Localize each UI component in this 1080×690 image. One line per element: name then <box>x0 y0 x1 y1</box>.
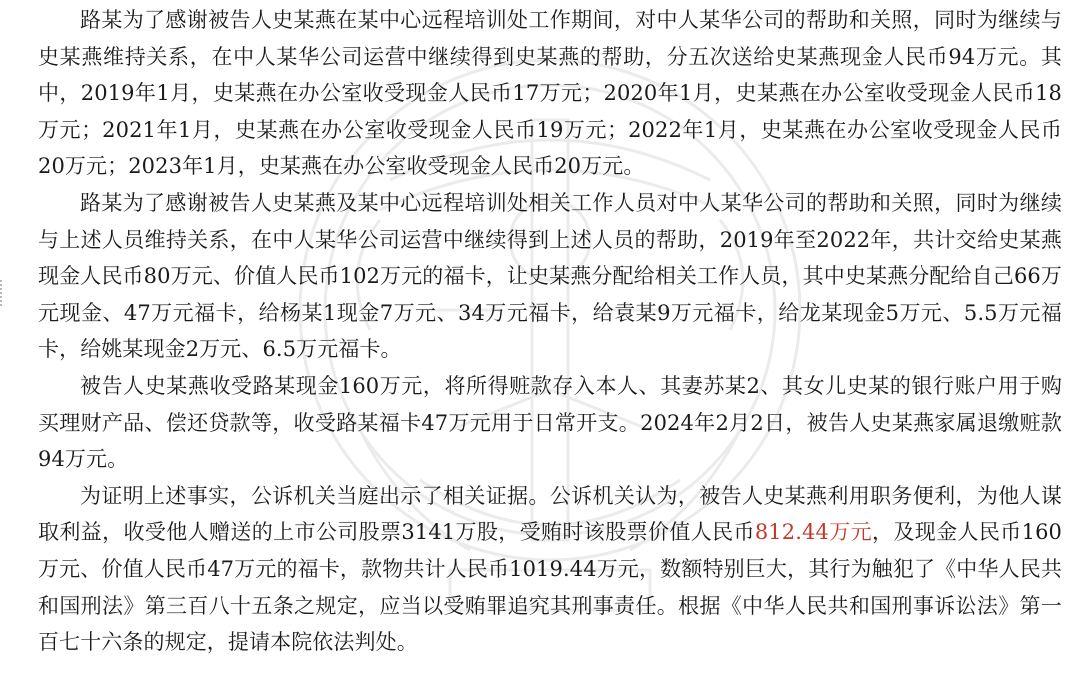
paragraph-4-text-after: ，及现金人民币160万元、价值人民币47万元的福卡，款物共计人民币1019.44万元，数额特别巨大，其行为触犯了《中华人民共和国刑法》第三百八十五条之规定，应当以受贿罪追究其刑事责任。根据《中华人民共和国刑事诉讼法》第一百七十六条的规定，提请本院依法判处。 <box>38 520 1062 655</box>
paragraph-1: 路某为了感谢被告人史某燕在某中心远程培训处工作期间，对中人某华公司的帮助和关照，同时为继续与史某燕维持关系，在中人某华公司运营中继续得到史某燕的帮助，分五次送给史某燕现金人民币94万元。其中，2019年1月，史某燕在办公室收受现金人民币17万元；2020年1月，史某燕在办公室收受现金人民币18万元；2021年1月，史某燕在办公室收受现金人民币19万元；2022年1月，史某燕在办公室收受现金人民币20万元；2023年1月，史某燕在办公室收受现金人民币20万元。 <box>38 8 1062 179</box>
paragraph-4-text-before: 为证明上述事实，公诉机关当庭出示了相关证据。公诉机关认为，被告人史某燕利用职务便利，为他人谋取利益，收受他人赠送的上市公司股票3141万股，受贿时该股票价值人民币 <box>38 483 1062 545</box>
paragraph-2: 路某为了感谢被告人史某燕及某中心远程培训处相关工作人员对中人某华公司的帮助和关照，同时为继续与上述人员维持关系，在中人某华公司运营中继续得到上述人员的帮助，2019年至2022年，共计交给史某燕现金人民币80万元、价值人民币102万元的福卡，让史某燕分配给相关工作人员，其中史某燕分配给自己66万元现金、47万元福卡，给杨某1现金7万元、34万元福卡，给袁某9万元福卡，给龙某现金5万元、5.5万元福卡，给姚某现金2万元、6.5万元福卡。 <box>38 190 1062 362</box>
document-body <box>38 0 1062 661</box>
highlighted-amount: 812.44万元 <box>754 520 872 545</box>
scroll-indicator <box>0 280 8 306</box>
paragraph-4 <box>38 478 1062 661</box>
paragraph-3: 被告人史某燕收受路某现金160万元，将所得赃款存入本人、其妻苏某2、其女儿史某的银行账户用于购买理财产品、偿还贷款等，收受路某福卡47万元用于日常开支。2024年2月2日，被告人史某燕家属退缴赃款94万元。 <box>38 373 1062 472</box>
